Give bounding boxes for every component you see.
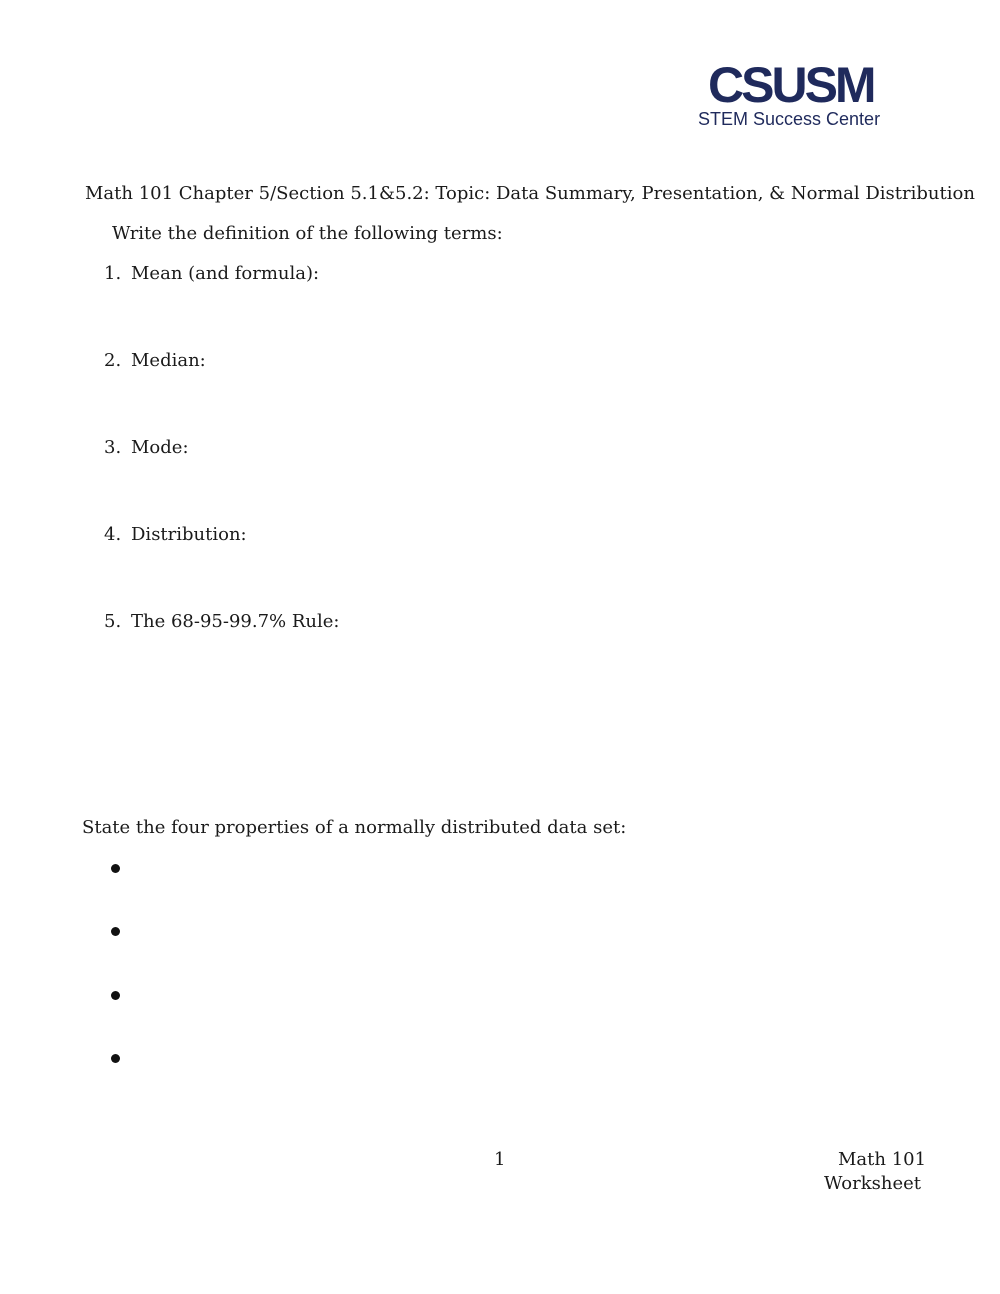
term-label-mean: Mean (and formula): [131,263,320,284]
term-number: 2. [104,350,122,371]
footer-course: Math 101 [838,1149,927,1170]
page-number: 1 [494,1149,506,1170]
footer-doc-type: Worksheet [824,1173,921,1194]
term-number: 3. [104,437,122,458]
term-number: 4. [104,524,122,545]
worksheet-heading: Math 101 Chapter 5/Section 5.1&5.2: Topic: Data Summary, Presentation, & Normal Distribution [85,183,975,204]
definition-instruction: Write the definition of the following terms: [112,223,503,244]
bullet-point [111,864,120,873]
logo-mark: CSUSM [708,57,874,113]
bullet-point [111,927,120,936]
properties-prompt: State the four properties of a normally distributed data set: [82,817,627,838]
logo-subtitle: STEM Success Center [698,109,881,129]
bullet-point [111,1054,120,1063]
term-label-median: Median: [131,350,206,371]
csusm-logo [696,58,886,138]
term-number: 1. [104,263,122,284]
term-label-distribution: Distribution: [131,524,247,545]
bullet-point [111,991,120,1000]
term-number: 5. [104,611,122,632]
term-label-empirical-rule: The 68-95-99.7% Rule: [131,611,340,632]
term-label-mode: Mode: [131,437,189,458]
